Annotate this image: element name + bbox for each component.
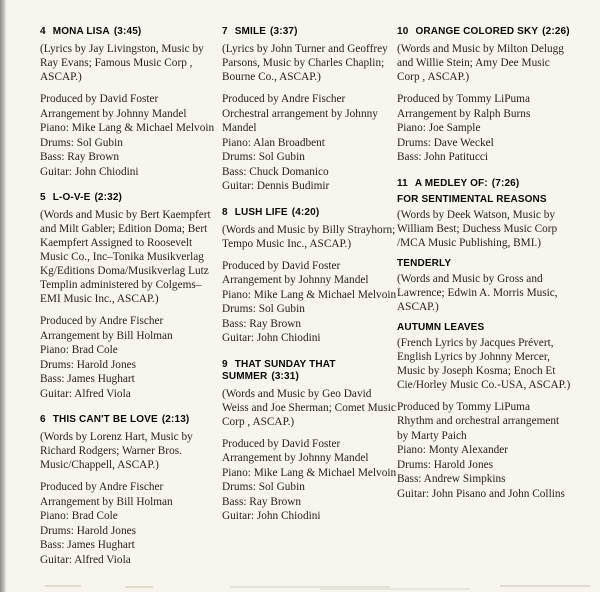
personnel-line: Piano: Joe Sample — [397, 122, 481, 134]
scan-bottom-artifact — [320, 588, 470, 590]
personnel-list — [397, 92, 573, 165]
medley-song-title: FOR SENTIMENTAL REASONS — [397, 193, 547, 205]
scan-bottom-artifact — [45, 585, 81, 587]
personnel-line: Produced by Andre Fischer — [40, 315, 164, 327]
personnel-list — [222, 437, 398, 524]
track-header — [222, 207, 398, 219]
publishing-credits: (Words and Music by Billy Strayhorn; Tempo Music Inc., ASCAP.) — [222, 223, 396, 250]
personnel-list — [40, 480, 216, 567]
track-number: 11 — [397, 177, 408, 189]
track-section-this-cant-be-love — [40, 414, 216, 567]
track-duration: (3:31) — [271, 370, 299, 382]
track-number: 5 — [40, 192, 46, 203]
track-duration: (2:13) — [161, 414, 190, 425]
track-number: 4 — [40, 26, 46, 37]
personnel-line: Arrangement by Ralph Burns — [397, 107, 531, 120]
personnel-line: Arrangement by Bill Holman — [40, 329, 173, 342]
track-title: MONA LISA — [52, 26, 110, 37]
medley-song-tenderly — [397, 258, 573, 314]
personnel-line: Bass: Ray Brown — [40, 151, 120, 163]
track-header — [397, 178, 573, 190]
personnel-line: Produced by Tommy LiPuma — [397, 400, 530, 413]
personnel-line: Arrangement by Bill Holman — [40, 495, 173, 508]
track-section-smile — [222, 26, 398, 194]
track-header — [40, 414, 216, 426]
personnel-line: Guitar: John Pisano and John Collins — [397, 487, 565, 500]
track-title: A MEDLEY OF: — [414, 177, 488, 189]
track-duration: (3:45) — [113, 26, 142, 37]
track-duration: (2:26) — [542, 26, 570, 37]
personnel-line: Bass: Ray Brown — [222, 317, 302, 330]
personnel-line: Bass: James Hughart — [40, 373, 135, 385]
track-duration: (7:26) — [491, 177, 520, 189]
scan-bottom-artifact — [125, 586, 153, 588]
publishing-credits: (Lyrics by Jay Livingston, Music by Ray Evans; Famous Music Corp , ASCAP.) — [40, 43, 204, 83]
personnel-line: Guitar: John Chiodini — [40, 165, 139, 178]
track-number: 8 — [222, 206, 228, 218]
personnel-line: Rhythm and orchestral arrangement by Marty Paich — [397, 415, 560, 442]
personnel-line: Piano: Mike Lang & Michael Melvoin — [40, 122, 215, 134]
track-title: L-O-V-E — [52, 192, 91, 203]
credits-column-3 — [397, 26, 573, 514]
personnel-line: Orchestral arrangement by Johnny Mandel — [222, 107, 378, 134]
personnel-line: Produced by David Foster — [222, 259, 341, 272]
track-duration: (3:37) — [270, 26, 298, 37]
personnel-line: Guitar: Alfred Viola — [40, 553, 131, 566]
track-title: LUSH LIFE — [234, 206, 288, 218]
track-header — [40, 26, 216, 38]
track-section-l-o-v-e — [40, 192, 216, 401]
publishing-credits: (Words and Music by Geo David Weiss and Joe Sherman; Comet Music Corp , ASCAP.) — [222, 387, 396, 428]
personnel-line: Guitar: Alfred Viola — [40, 387, 131, 400]
personnel-line: Drums: Dave Weckel — [397, 136, 494, 149]
credits-column-1 — [40, 26, 216, 580]
personnel-line: Arrangement by Johnny Mandel — [222, 452, 369, 464]
track-section-mona-lisa — [40, 26, 216, 179]
track-duration: (4:20) — [291, 206, 320, 218]
track-number: 9 — [222, 358, 228, 370]
personnel-line: Arrangement by Johnny Mandel — [222, 274, 369, 286]
personnel-line: Produced by Andre Fischer — [40, 481, 164, 493]
track-duration: (2:32) — [94, 192, 123, 203]
personnel-line: Guitar: Dennis Budimir — [222, 180, 330, 192]
personnel-list — [397, 400, 573, 502]
personnel-line: Piano: Brad Cole — [40, 344, 118, 356]
personnel-line: Arrangement by Johnny Mandel — [40, 107, 187, 120]
personnel-list — [222, 259, 398, 346]
track-header — [40, 192, 216, 204]
track-title: SMILE — [234, 26, 267, 37]
personnel-line: Piano: Brad Cole — [40, 510, 118, 522]
scan-edge-artifact — [0, 0, 7, 592]
personnel-line: Piano: Alan Broadbent — [222, 136, 325, 149]
publishing-credits: (Words and Music by Milton Delugg and Willie Stein; Amy Dee Music Corp , ASCAP.) — [397, 43, 564, 83]
personnel-line: Drums: Harold Jones — [397, 458, 494, 471]
personnel-list — [40, 314, 216, 401]
personnel-line: Bass: Chuck Domanico — [222, 165, 329, 178]
track-section-orange-colored-sky — [397, 26, 573, 165]
medley-song-title: AUTUMN LEAVES — [397, 321, 485, 333]
personnel-line: Guitar: John Chiodini — [222, 332, 321, 344]
personnel-line: Piano: Monty Alexander — [397, 444, 509, 456]
publishing-credits: (French Lyrics by Jacques Prévert, English Lyrics by Johnny Mercer, Music by Joseph Kosma; Enoch Et Cie/Horley Music Co.-USA, ASCAP.) — [397, 336, 571, 391]
track-title: THIS CAN'T BE LOVE — [52, 414, 158, 425]
personnel-line: Drums: Sol Gubin — [222, 303, 305, 315]
track-section-lush-life — [222, 207, 398, 346]
medley-song-for-sentimental-reasons — [397, 194, 573, 250]
track-number: 6 — [40, 414, 46, 425]
personnel-line: Bass: Ray Brown — [222, 495, 302, 508]
publishing-credits: (Words and Music by Bert Kaempfert and Milt Gabler; Edition Doma; Bert Kaempfert Assigned to Roosevelt Music Co., Inc–Tonika Musikverlag Kg/Editions Doma/Musikverlag Lutz Templin administered by Colgems–EMI Music Inc., ASCAP.) — [40, 209, 211, 305]
personnel-line: Produced by David Foster — [222, 437, 341, 450]
personnel-line: Drums: Harold Jones — [40, 524, 137, 537]
track-number: 7 — [222, 26, 228, 37]
track-title: THAT SUNDAY THAT SUMMER — [222, 358, 336, 382]
personnel-line: Produced by David Foster — [40, 93, 159, 105]
personnel-line: Drums: Sol Gubin — [222, 151, 305, 163]
personnel-list — [222, 92, 398, 194]
personnel-line: Guitar: John Chiodini — [222, 510, 321, 522]
personnel-line: Produced by Andre Fischer — [222, 93, 346, 105]
personnel-line: Bass: John Patitucci — [397, 151, 488, 163]
personnel-line: Bass: James Hughart — [40, 539, 135, 551]
personnel-line: Drums: Sol Gubin — [40, 136, 123, 149]
publishing-credits: (Words by Lorenz Hart, Music by Richard Rodgers; Warner Bros. Music/Chappell, ASCAP.) — [40, 431, 193, 471]
track-number: 10 — [397, 26, 409, 37]
track-header — [397, 26, 573, 38]
publishing-credits: (Lyrics by John Turner and Geoffrey Parsons, Music by Charles Chaplin; Bourne Co., ASCAP.) — [222, 43, 388, 83]
track-header — [222, 359, 398, 383]
personnel-line: Drums: Sol Gubin — [222, 481, 305, 493]
personnel-line: Piano: Mike Lang & Michael Melvoin — [222, 288, 397, 301]
personnel-line: Piano: Mike Lang & Michael Melvoin — [222, 466, 397, 479]
track-section-medley — [397, 178, 573, 502]
publishing-credits: (Words by Deek Watson, Music by William Best; Duchess Music Corp /MCA Music Publishing, BMI.) — [397, 208, 558, 249]
personnel-line: Produced by Tommy LiPuma — [397, 93, 530, 105]
personnel-list — [40, 92, 216, 179]
credits-column-2 — [222, 26, 398, 537]
track-title: ORANGE COLORED SKY — [415, 26, 539, 37]
track-header — [222, 26, 398, 38]
publishing-credits: (Words and Music by Gross and Lawrence; Edwin A. Morris Music, ASCAP.) — [397, 272, 558, 313]
personnel-line: Bass: Andrew Simpkins — [397, 473, 506, 485]
medley-song-title: TENDERLY — [397, 257, 452, 269]
track-section-that-sunday-that-summer — [222, 359, 398, 524]
personnel-line: Drums: Harold Jones — [40, 358, 137, 371]
medley-song-autumn-leaves — [397, 322, 573, 392]
scan-bottom-artifact — [500, 585, 590, 587]
